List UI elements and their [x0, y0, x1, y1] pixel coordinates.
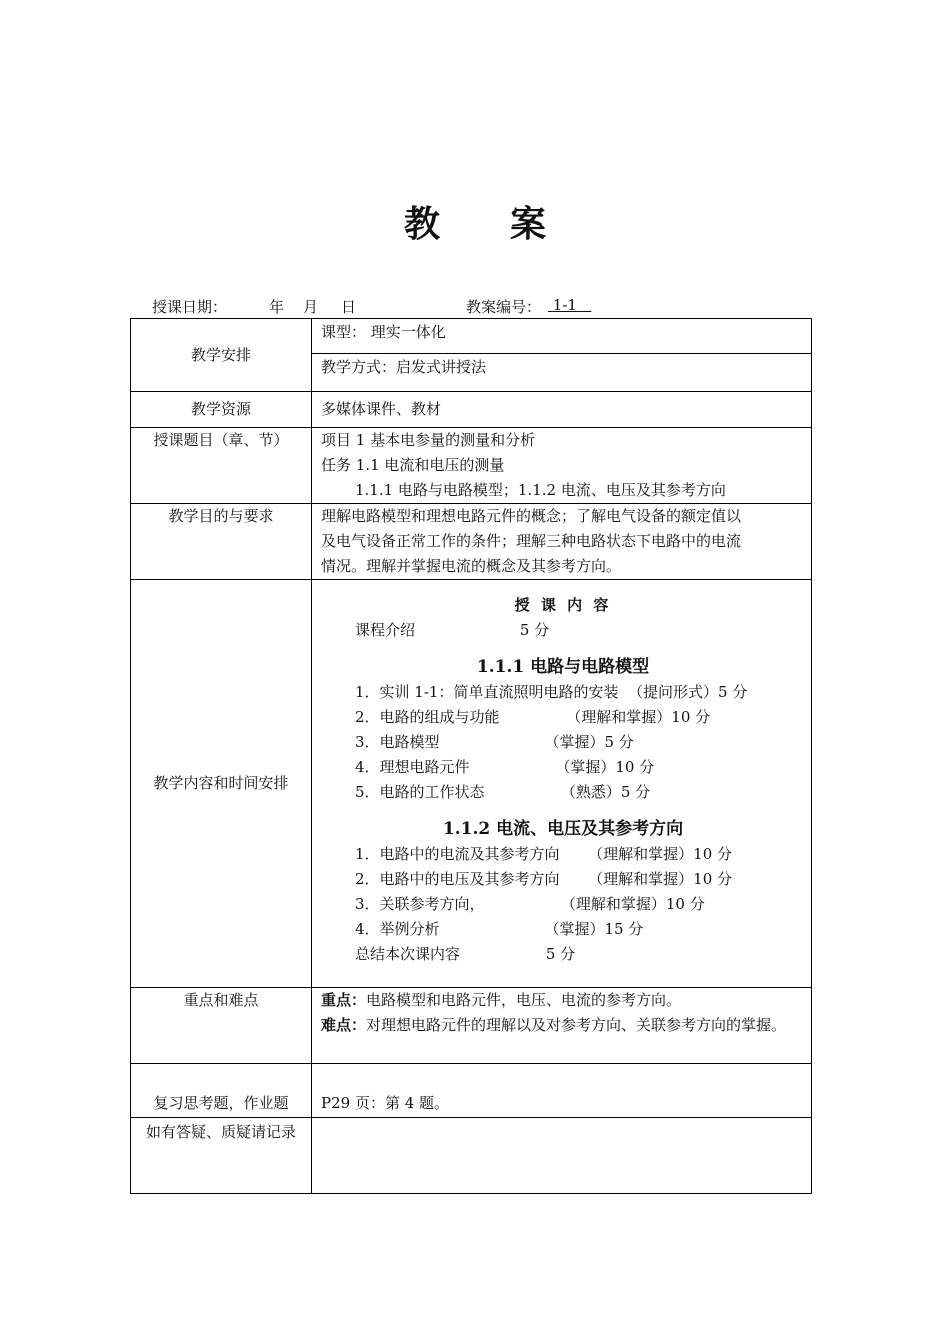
topic-line: 任务 1.1 电流和电压的测量: [321, 456, 505, 474]
plan-no-label: 教案编号：: [466, 298, 542, 316]
goals-label: 教学目的与要求: [131, 504, 312, 580]
section-heading: 1.1.2 电流、电压及其参考方向: [442, 819, 684, 839]
content-item: 3．电路模型 （掌握）5 分: [355, 733, 634, 751]
topic-label: 授课题目（章、节）: [131, 428, 312, 504]
goals-line: 及电气设备正常工作的条件；理解三种电路状态下电路中的电流: [321, 532, 742, 550]
resources-value: 多媒体课件、教材: [312, 392, 812, 428]
date-label: 授课日期：: [152, 298, 228, 316]
keypoints-value: [312, 988, 812, 1064]
section-heading: 1.1.1 电路与电路模型: [476, 657, 650, 677]
topic-line: 1.1.1 电路与电路模型；1.1.2 电流、电压及其参考方向: [355, 481, 726, 499]
content-value: [312, 580, 812, 988]
content-summary: 总结本次课内容 5 分: [355, 945, 576, 963]
topic-line: 项目 1 基本电参量的测量和分析: [321, 431, 536, 449]
goals-line: 情况。理解并掌握电流的概念及其参考方向。: [321, 557, 622, 575]
keypoints-label: 重点和难点: [131, 988, 312, 1064]
date-year: 年: [269, 298, 285, 316]
date-month: 月: [303, 298, 319, 316]
content-item: 2．电路的组成与功能 （理解和掌握）10 分: [355, 708, 711, 726]
date-day: 日: [341, 298, 357, 316]
resources-label: 教学资源: [131, 392, 312, 428]
content-item: 1．实训 1-1：简单直流照明电路的安装 （提问形式）5 分: [355, 683, 748, 701]
homework-value: P29 页：第 4 题。: [312, 1064, 812, 1118]
content-item: 2．电路中的电压及其参考方向 （理解和掌握）10 分: [355, 870, 733, 888]
content-label: 教学内容和时间安排: [131, 580, 312, 988]
title-char-2: 案: [510, 204, 547, 245]
homework-label: 复习思考题，作业题: [131, 1064, 312, 1118]
topic-value: [312, 428, 812, 504]
goals-line: 理解电路模型和理想电路元件的概念；了解电气设备的额定值以: [321, 507, 742, 525]
difficult-point: 难点：对理想电路元件的理解以及对参考方向、关联参考方向的掌握。: [321, 1016, 787, 1034]
content-item: 5．电路的工作状态 （熟悉）5 分: [355, 783, 651, 801]
goals-value: [312, 504, 812, 580]
teaching-method: 教学方式：启发式讲授法: [312, 354, 812, 392]
content-intro: 课程介绍 5 分: [355, 621, 550, 639]
questions-label: 如有答疑、质疑请记录: [131, 1118, 312, 1194]
content-heading: 授 课 内 容: [514, 596, 612, 614]
content-item: 1．电路中的电流及其参考方向 （理解和掌握）10 分: [355, 845, 733, 863]
page-title: [0, 196, 950, 247]
title-char-1: 教: [403, 204, 440, 245]
content-item: 4．理想电路元件 （掌握）10 分: [355, 758, 655, 776]
content-item: 3．关联参考方向， （理解和掌握）10 分: [355, 895, 705, 913]
lesson-plan-table: [130, 318, 812, 1194]
content-item: 4．举例分析 （掌握）15 分: [355, 920, 644, 938]
key-point: 重点：电路模型和电路元件，电压、电流的参考方向。: [321, 991, 682, 1009]
plan-no: 1-1: [552, 296, 577, 314]
lesson-type: 课型： 理实一体化: [312, 319, 812, 354]
questions-value[interactable]: [312, 1118, 812, 1194]
arrangement-label: 教学安排: [131, 319, 312, 392]
